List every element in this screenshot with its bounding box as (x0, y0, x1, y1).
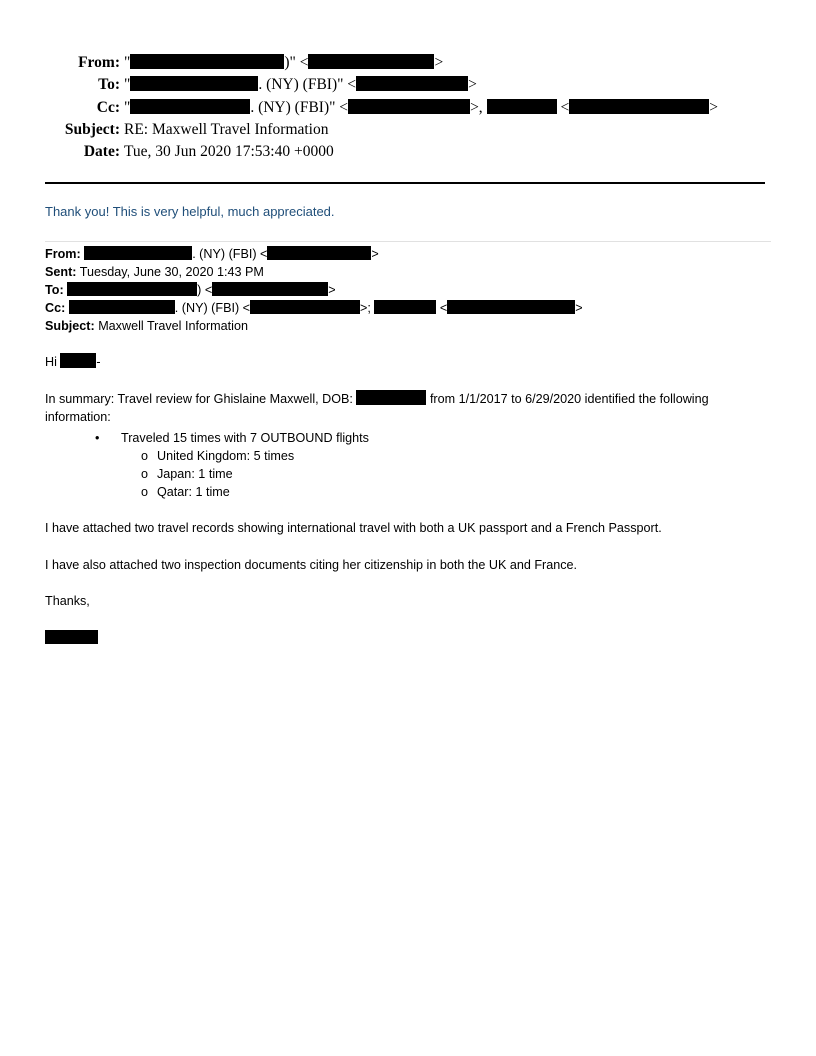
redaction-box (84, 246, 192, 260)
subject-label: Subject: (64, 120, 120, 138)
quoted-divider (45, 241, 771, 242)
greeting: Hi - (45, 355, 101, 369)
redaction-box (212, 282, 328, 296)
header-divider (45, 182, 765, 184)
header-from-row (0, 52, 816, 74)
fwd-subject-row (45, 317, 583, 335)
fwd-to-row: To: ) < > (45, 283, 336, 297)
list-item: o Japan: 1 time (141, 466, 233, 481)
fwd-from-label: From: (45, 247, 81, 261)
redaction-box (348, 99, 470, 114)
paragraph-travel-records: I have attached two travel records showing international travel with both a UK passport and a French Passport. (45, 521, 662, 535)
paragraph-inspection-docs: I have also attached two inspection documents citing her citizenship in both the UK and France. (45, 557, 578, 572)
circle-bullet-icon: o (141, 484, 149, 499)
date-label: Date: (83, 143, 120, 161)
fwd-subject-label: Subject: (45, 319, 95, 333)
redaction-box (130, 99, 250, 114)
redaction-box (60, 353, 96, 368)
redaction-box (130, 76, 258, 91)
redaction-box (374, 300, 436, 314)
redaction-box (250, 300, 360, 314)
header-to-row (0, 74, 816, 96)
redaction-box (356, 76, 468, 91)
redaction-box (569, 99, 709, 114)
redaction-box (130, 54, 284, 69)
cc-label: Cc: (96, 98, 120, 116)
fwd-cc-row: Cc: . (NY) (FBI) < >; < > (45, 301, 583, 315)
header-date-row (0, 141, 816, 163)
summary-paragraph: In summary: Travel review for Ghislaine Maxwell, DOB: from 1/1/2017 to 6/29/2020 identified the following information: (45, 391, 709, 424)
list-item: o United Kingdom: 5 times (141, 448, 295, 463)
fwd-sent-value: Tuesday, June 30, 2020 1:43 PM (79, 265, 264, 279)
from-label: From: (78, 54, 120, 71)
cc-value: " . (NY) (FBI)" < >, < > (124, 98, 718, 116)
to-label: To: (98, 76, 120, 94)
date-value: Tue, 30 Jun 2020 17:53:40 +0000 (124, 143, 334, 161)
signature (45, 629, 775, 647)
fwd-subject-value: Maxwell Travel Information (98, 319, 248, 333)
forwarded-header (45, 245, 583, 335)
list-item: o Qatar: 1 time (141, 484, 230, 499)
email-header (0, 52, 816, 163)
bullet-icon: • (95, 430, 100, 445)
header-subject-row (0, 119, 816, 141)
reply-message: Thank you! This is very helpful, much appreciated. (45, 204, 335, 219)
to-value: " . (NY) (FBI)" < > (124, 76, 477, 94)
redaction-box (267, 246, 371, 260)
fwd-to-label: To: (45, 283, 64, 297)
circle-bullet-icon: o (141, 466, 149, 481)
redaction-box (67, 282, 197, 296)
redaction-box (69, 300, 175, 314)
fwd-sent-row (45, 263, 583, 281)
redaction-box (487, 99, 557, 114)
fwd-from-row: From: . (NY) (FBI) < > (45, 247, 379, 261)
redaction-box (308, 54, 434, 69)
fwd-sent-label: Sent: (45, 265, 77, 279)
closing: Thanks, (45, 594, 90, 608)
redaction-box (356, 390, 426, 405)
message-body (45, 353, 775, 647)
redaction-box (447, 300, 575, 314)
subject-value: RE: Maxwell Travel Information (124, 120, 329, 138)
fwd-cc-label: Cc: (45, 301, 66, 315)
from-value: " )" < > (124, 54, 444, 71)
header-cc-row (0, 97, 816, 119)
redaction-box (45, 630, 98, 644)
list-item: • Traveled 15 times with 7 OUTBOUND flights (95, 430, 369, 445)
circle-bullet-icon: o (141, 448, 149, 463)
